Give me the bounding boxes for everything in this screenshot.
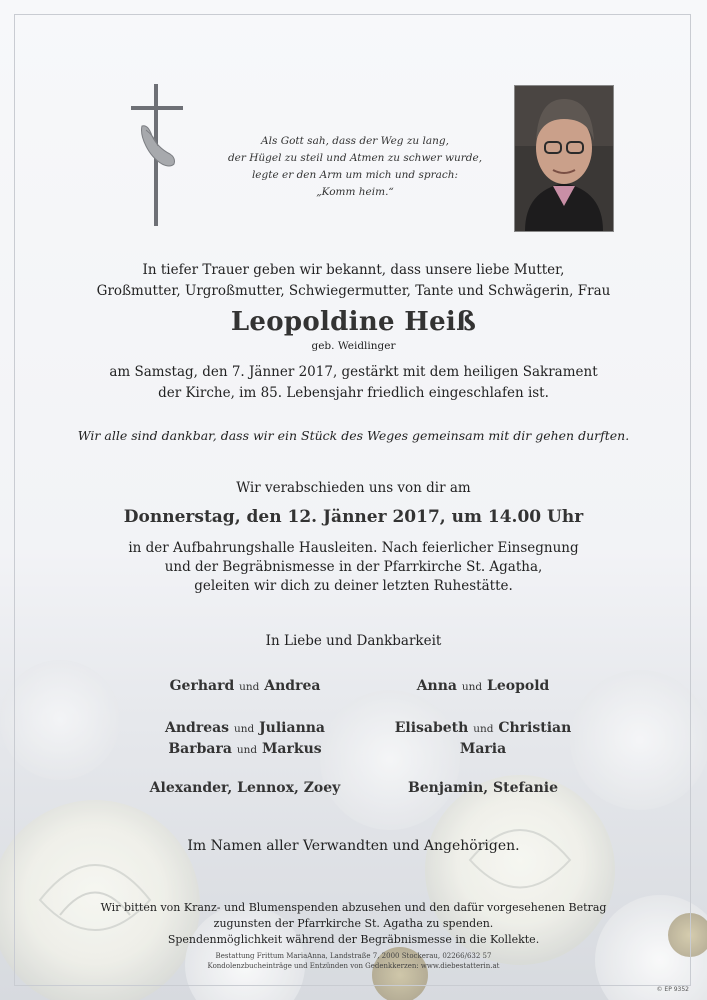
announcement-intro	[60, 260, 647, 302]
mourner-entry	[115, 718, 375, 760]
and-word: und	[461, 681, 483, 693]
and-word: und	[233, 723, 255, 735]
thanks-line: Wir alle sind dankbar, dass wir ein Stück des Weges gemeinsam mit dir gehen durften.	[77, 428, 630, 443]
intro-line: Großmutter, Urgroßmutter, Schwiegermutter, Tante und Schwägerin, Frau	[96, 283, 611, 299]
portrait-photo	[514, 85, 614, 232]
mourner-name: Elisabeth	[394, 720, 469, 736]
quote-line: der Hügel zu steil und Atmen zu schwer wurde,	[227, 152, 483, 164]
death-line: am Samstag, den 7. Jänner 2017, gestärkt mit dem heiligen Sakrament	[109, 364, 598, 380]
death-line: der Kirche, im 85. Lebensjahr friedlich eingeschlafen ist.	[158, 385, 549, 401]
location-line: in der Aufbahrungshalle Hausleiten. Nach feierlicher Einsegnung	[128, 540, 579, 556]
funeral-date: Donnerstag, den 12. Jänner 2017, um 14.00 Uhr	[123, 507, 584, 527]
and-word: und	[236, 744, 258, 756]
mourner-name: Markus	[261, 741, 322, 757]
mourner-name: Leopold	[486, 678, 550, 694]
farewell-line: Wir verabschieden uns von dir am	[236, 480, 471, 496]
mourner-name: Julianna	[259, 720, 326, 736]
mourner-name: Christian	[498, 720, 572, 736]
location-line: geleiten wir dich zu deiner letzten Ruhestätte.	[194, 578, 513, 594]
deceased-name: Leopoldine Heiß	[230, 307, 477, 337]
quote-line: Als Gott sah, dass der Weg zu lang,	[261, 135, 449, 147]
undertaker-line: Bestattung Frittum MariaAnna, Landstraße 7, 2000 Stockerau, 02266/632 57	[215, 952, 492, 960]
undertaker-line: Kondolenzbucheinträge und Entzünden von Gedenkkerzen: www.diebestatterin.at	[207, 962, 500, 970]
cross-icon	[128, 84, 188, 229]
mourner-entry: Benjamin, Stefanie	[407, 780, 559, 796]
mourner-name: Andrea	[264, 678, 321, 694]
product-code: © EP 9352	[656, 986, 689, 993]
mourner-entry	[353, 676, 613, 697]
funeral-location	[60, 539, 647, 596]
quote-line: legte er den Arm um mich und sprach:	[251, 169, 459, 181]
mourner-entry: Alexander, Lennox, Zoey	[149, 780, 341, 796]
location-line: und der Begräbnismesse in der Pfarrkirche St. Agatha,	[164, 559, 543, 575]
mourner-name: Barbara	[168, 741, 232, 757]
mourner-entry	[115, 676, 375, 697]
love-line: In Liebe und Dankbarkeit	[265, 633, 442, 649]
death-details	[60, 362, 647, 404]
mourner-name: Anna	[416, 678, 457, 694]
donation-request	[60, 900, 647, 948]
and-word: und	[239, 681, 260, 693]
intro-line: In tiefer Trauer geben wir bekannt, dass unsere liebe Mutter,	[142, 262, 565, 278]
quote-line: „Komm heim.“	[316, 186, 394, 198]
request-line: zugunsten der Pfarrkirche St. Agatha zu spenden.	[213, 917, 494, 930]
mourner-entry	[353, 718, 613, 759]
portrait-image	[515, 86, 613, 231]
and-word: und	[473, 723, 494, 735]
memorial-quote	[225, 133, 485, 201]
maiden-name: geb. Weidlinger	[311, 340, 396, 352]
mourner-name: Maria	[459, 741, 507, 757]
undertaker-info	[60, 951, 647, 971]
mourner-name: Andreas	[164, 720, 230, 736]
mourner-name: Gerhard	[169, 678, 235, 694]
request-line: Spendenmöglichkeit während der Begräbnismesse in die Kollekte.	[167, 933, 540, 946]
relatives-line: Im Namen aller Verwandten und Angehörigen.	[187, 838, 520, 854]
request-line: Wir bitten von Kranz- und Blumenspenden abzusehen und den dafür vorgesehenen Betrag	[100, 901, 607, 914]
